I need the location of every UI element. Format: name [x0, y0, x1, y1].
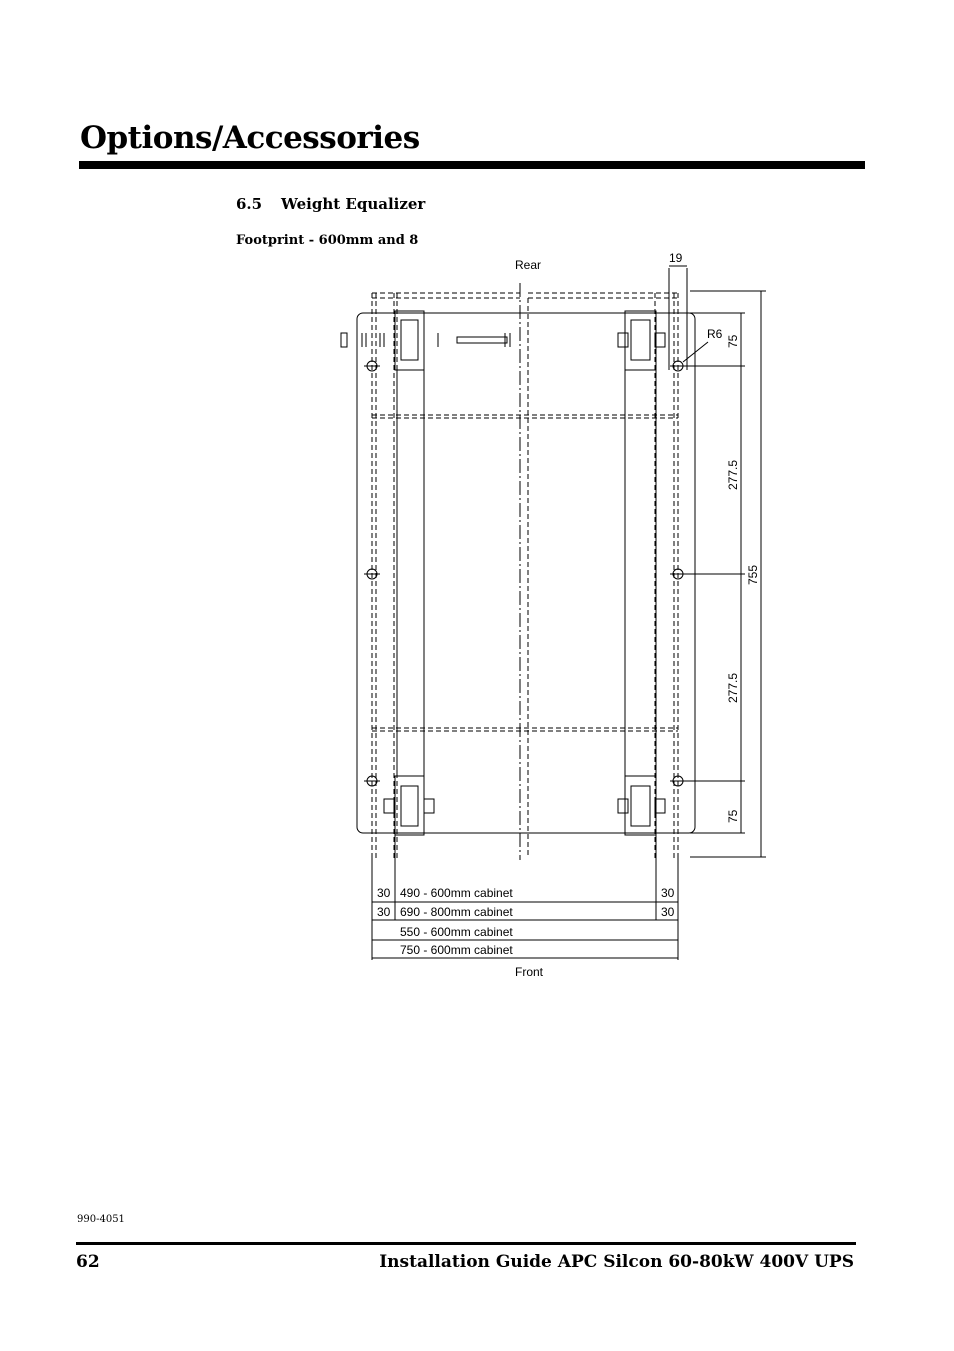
cabinet-dashed-lines	[372, 293, 678, 858]
label-750: 750 - 600mm cabinet	[400, 943, 513, 957]
label-r6: R6	[707, 327, 723, 341]
label-490: 490 - 600mm cabinet	[400, 886, 513, 900]
document-number: 990-4051	[77, 1214, 125, 1225]
page-title: Options/Accessories	[80, 120, 420, 156]
label-75-top: 75	[726, 334, 740, 348]
section-title: Weight Equalizer	[281, 195, 426, 213]
figure-caption: Footprint - 600mm and 8	[236, 233, 419, 248]
page-number: 62	[76, 1252, 100, 1272]
label-75-bottom: 75	[726, 809, 740, 823]
label-front: Front	[515, 965, 544, 979]
label-rear: Rear	[515, 258, 542, 272]
label-30-a: 30	[377, 886, 391, 900]
label-690: 690 - 800mm cabinet	[400, 905, 513, 919]
label-30-b: 30	[661, 886, 675, 900]
section-number: 6.5	[236, 195, 263, 213]
label-19: 19	[669, 251, 683, 265]
label-277-bottom: 277.5	[726, 672, 740, 703]
label-30-c: 30	[377, 905, 391, 919]
footer-rule	[76, 1242, 856, 1245]
label-755: 755	[746, 564, 760, 585]
footprint-drawing	[330, 245, 780, 990]
title-rule	[79, 161, 865, 169]
mounting-holes	[364, 361, 686, 786]
label-30-d: 30	[661, 905, 675, 919]
label-550: 550 - 600mm cabinet	[400, 925, 513, 939]
plate-outline	[357, 313, 695, 833]
label-277-top: 277.5	[726, 459, 740, 490]
guide-title: Installation Guide APC Silcon 60-80kW 400V UPS	[379, 1252, 854, 1272]
